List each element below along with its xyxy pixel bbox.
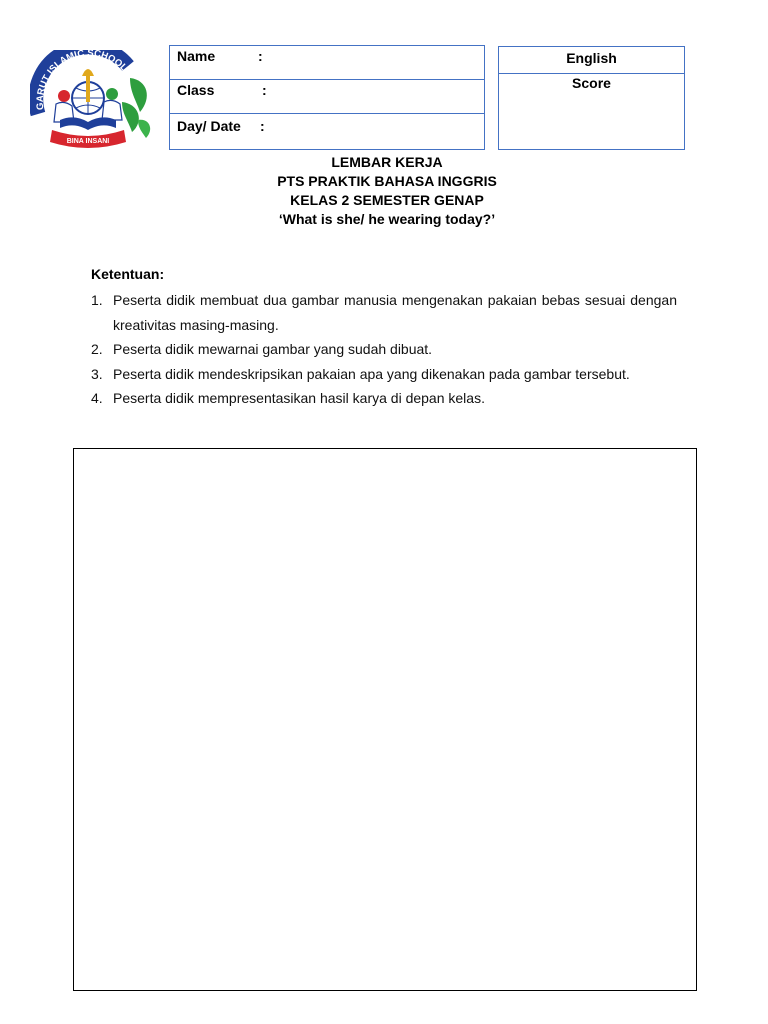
date-colon: : xyxy=(260,118,265,134)
class-colon: : xyxy=(262,82,267,98)
rule-text: Peserta didik mewarnai gambar yang sudah dibuat. xyxy=(113,341,433,357)
rule-text: Peserta didik mempresentasikan hasil karya di depan kelas. xyxy=(113,390,485,406)
logo-ribbon-text: BINA INSANI xyxy=(66,138,110,145)
title-line-1: LEMBAR KERJA xyxy=(331,154,443,170)
worksheet-title xyxy=(169,153,605,229)
score-table xyxy=(498,46,685,150)
school-emblem-icon xyxy=(30,50,154,150)
class-row xyxy=(170,80,484,114)
student-info-table xyxy=(169,45,485,150)
rules-heading: Ketentuan: xyxy=(91,266,165,282)
rule-text: Peserta didik mendeskripsikan pakaian apa yang dikenakan pada gambar tersebut. xyxy=(113,365,630,382)
class-label: Class xyxy=(177,82,215,98)
title-question: ‘What is she/ he wearing today?’ xyxy=(278,211,496,227)
rule-item xyxy=(91,386,677,411)
name-label: Name xyxy=(177,48,216,64)
rule-number: 3. xyxy=(91,365,103,382)
subject-header: English xyxy=(499,47,684,74)
date-row xyxy=(170,114,484,151)
rules-list xyxy=(91,288,677,411)
rule-number: 2. xyxy=(91,341,103,357)
name-row xyxy=(170,46,484,80)
drawing-area[interactable] xyxy=(73,448,697,991)
name-colon: : xyxy=(258,48,263,64)
logo-arc-text: GARUT ISLAMIC SCHOOL xyxy=(34,50,130,111)
rule-number: 1. xyxy=(91,292,103,308)
rule-item xyxy=(91,288,677,337)
score-label: Score xyxy=(572,75,611,91)
rule-item xyxy=(91,362,677,387)
title-line-3: KELAS 2 SEMESTER GENAP xyxy=(290,192,484,208)
date-label: Day/ Date xyxy=(177,118,241,134)
rule-text: Peserta didik membuat dua gambar manusia mengenakan pakaian bebas sesuai dengan kreativitas masing-masing. xyxy=(113,292,677,333)
title-line-2: PTS PRAKTIK BAHASA INGGRIS xyxy=(277,173,497,189)
rule-item xyxy=(91,337,677,362)
rule-number: 4. xyxy=(91,390,103,406)
school-logo xyxy=(30,50,154,150)
